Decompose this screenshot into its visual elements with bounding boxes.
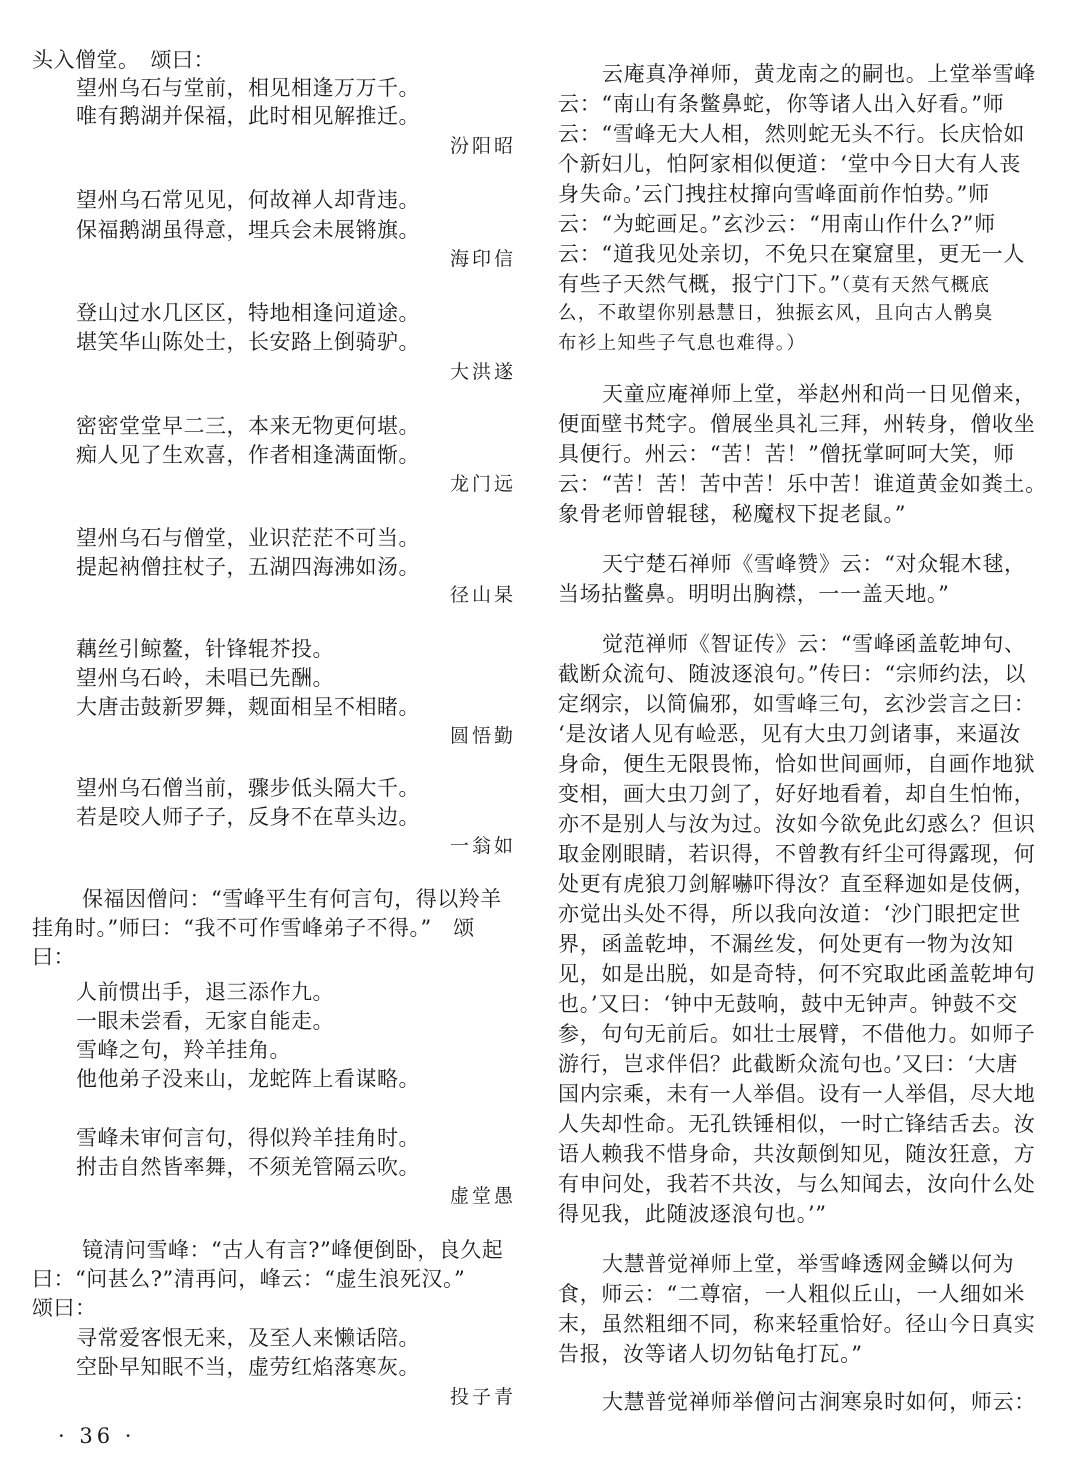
prose-line: 国内宗乘，未有一人举倡。设有一人举倡，尽大地: [558, 1082, 1036, 1106]
prose-line: 人失却性命。无孔铁锤相似，一时亡锋结舌去。汝: [558, 1112, 1036, 1136]
author-attribution: 海印信: [450, 248, 517, 270]
verse-line: 保福鹅湖虽得意，埋兵会未展锵旗。: [76, 218, 420, 242]
prose-line: 天童应庵禅师上堂，举赵州和尚一日见僧来，: [602, 382, 1036, 406]
verse-line: 唯有鹅湖并保福，此时相见解推迁。: [76, 104, 420, 128]
author-attribution: 龙门远: [450, 473, 517, 495]
prose-line: 参，句句无前后。如壮士展臂，不借他力。如师子: [558, 1022, 1036, 1046]
prose-line: 个新妇儿，怕阿家相似便道：‘堂中今日大有人丧: [558, 152, 1022, 176]
prose-line: 便面壁书梵字。僧展坐具礼三拜，州转身，僧收坐: [558, 412, 1036, 436]
prose-line: 界，函盖乾坤，不漏丝发，何处更有一物为汝知: [558, 932, 1014, 956]
verse-line: 雪峰未审何言句，得似羚羊挂角时。: [76, 1126, 420, 1150]
prose-line: 云：“苦！苦！苦中苦！乐中苦！谁道黄金如粪土。: [558, 472, 1047, 496]
verse-line: 雪峰之句，羚羊挂角。: [76, 1038, 291, 1062]
prose-line: 末，虽然粗细不同，称来轻重恰好。径山今日真实: [558, 1312, 1036, 1336]
prose-line: 大慧普觉禅师举僧问古涧寒泉时如何，师云：: [602, 1390, 1036, 1414]
author-attribution: 大洪遂: [450, 361, 517, 383]
prose-line: 食，师云：“二尊宿，一人粗似丘山，一人细如米: [558, 1282, 1026, 1306]
prose-line: 当场拈鳖鼻。明明出胸襟，一一盖天地。”: [558, 582, 950, 606]
author-attribution: 一翁如: [450, 835, 517, 857]
verse-line: 空卧早知眠不当，虚劳红焰落寒灰。: [76, 1355, 420, 1379]
author-attribution: 径山杲: [450, 584, 517, 606]
prose-line: 云庵真净禅师，黄龙南之的嗣也。上堂举雪峰: [602, 62, 1036, 86]
verse-line: 他他弟子没来山，龙蛇阵上看谋略。: [76, 1067, 420, 1091]
prose-line: [558, 270, 990, 300]
prose-line: 身失命。’云门拽拄杖撺向雪峰面前作怕势。”师: [558, 182, 990, 206]
prose-line: 大慧普觉禅师上堂，举雪峰透网金鳞以何为: [602, 1252, 1015, 1276]
prose-line: 变相，画大虫刀剑了，好好地看着，却自生怕怖，: [558, 782, 1036, 806]
verse-line: 望州乌石常见见，何故禅人却背违。: [76, 188, 420, 212]
prose-line: 见，如是出脱，如是奇特，何不究取此函盖乾坤句: [558, 962, 1036, 986]
annotation-note: （莫有天然气概底: [841, 275, 991, 296]
verse-line: 望州乌石僧当前，骤步低头隔大千。: [76, 776, 420, 800]
prose-line: 云：“道我见处亲切，不免只在窠窟里，更无一人: [558, 242, 1026, 266]
author-attribution: 汾阳昭: [450, 135, 517, 157]
verse-line: 痴人见了生欢喜，作者相逢满面惭。: [76, 443, 420, 467]
prose-line: 游行，岂求伴侣？此截断众流句也。’又曰：‘大唐: [558, 1052, 1018, 1076]
author-attribution: 虚堂愚: [450, 1185, 517, 1207]
intro-line: 头入僧堂。 颂曰：: [32, 48, 215, 72]
prose-line: 云：“南山有条鳖鼻蛇，你等诸人出入好看。”师: [558, 92, 1005, 116]
prose-line: 具便行。州云：“苦！苦！”僧抚掌呵呵大笑，师: [558, 442, 1015, 466]
verse-line: 寻常爱客恨无来，及至人来懒话陪。: [76, 1326, 420, 1350]
verse-line: 望州乌石岭，未唱已先酬。: [76, 666, 334, 690]
annotation-note: 布衫上知些子气息也难得。）: [558, 333, 807, 354]
verse-line: 望州乌石与僧堂，业识茫茫不可当。: [76, 526, 420, 550]
prose-line: 颂曰：: [32, 1296, 97, 1320]
prose-line: 得见我，此随波逐浪句也。’”: [558, 1202, 827, 1226]
verse-line: 藕丝引鲸鳌，针锋辊芥投。: [76, 637, 334, 661]
prose-line: 取金刚眼睛，若识得，不曾教有纤尘可得露现，何: [558, 842, 1036, 866]
prose-line: 云：“雪峰无大人相，然则蛇无头不行。长庆恰如: [558, 122, 1026, 146]
verse-line: 一眼未尝看，无家自能走。: [76, 1009, 334, 1033]
verse-line: 拊击自然皆率舞，不须羌管隔云吹。: [76, 1155, 420, 1179]
prose-line: 挂角时。”师曰：“我不可作雪峰弟子不得。” 颂: [32, 916, 475, 940]
prose-line: 曰：“问甚么?”清再问，峰云：“虚生浪死汉。”: [32, 1267, 466, 1291]
prose-line: 云：“为蛇画足。”玄沙云：“用南山作什么?”师: [558, 212, 996, 236]
prose-line: 亦不是别人与汝为过。汝如今欲免此幻惑么？但识: [558, 812, 1036, 836]
prose-line: 处更有虎狼刀剑解嚇吓得汝？直至释迦如是伎俩，: [558, 872, 1036, 896]
verse-line: 望州乌石与堂前，相见相逢万万千。: [76, 76, 420, 100]
prose-line: 亦觉出头处不得，所以我向汝道：‘沙门眼把定世: [558, 902, 1022, 926]
prose-line: 保福因僧问：“雪峰平生有何言句，得以羚羊: [82, 887, 502, 911]
verse-line: 登山过水几区区，特地相逢问道途。: [76, 301, 420, 325]
prose-line: 象骨老师曾辊毬，秘魔杈下捉老鼠。”: [558, 502, 907, 526]
prose-line: 定纲宗，以简偏邪，如雪峰三句，玄沙尝言之曰：: [558, 692, 1036, 716]
prose-line: 天宁楚石禅师《雪峰赞》云：“对众辊木毬，: [602, 552, 1026, 576]
verse-line: 若是咬人师子子，反身不在草头边。: [76, 805, 420, 829]
author-attribution: 圆悟勤: [450, 725, 517, 747]
prose-line: 镜清问雪峰：“古人有言?”峰便倒卧，良久起: [82, 1238, 504, 1262]
prose-line: ‘是汝诸人见有崄恶，见有大虫刀剑诸事，来逼汝: [558, 722, 1022, 746]
prose-line: 觉范禅师《智证传》云：“雪峰函盖乾坤句、: [602, 632, 1026, 656]
annotation-note: 么，不敢望你别悬慧日，独振玄风，且向古人鹘臭: [558, 303, 994, 324]
prose-line: 身命，便生无限畏怖，恰如世间画师，自画作地狱: [558, 752, 1036, 776]
verse-line: 人前惯出手，退三添作九。: [76, 980, 334, 1004]
author-attribution: 投子青: [450, 1386, 517, 1408]
prose-line: 也。’又曰：‘钟中无鼓响，鼓中无钟声。钟鼓不交: [558, 992, 1018, 1016]
prose-line: 语人赖我不惜身命，共汝颠倒知见，随汝狂意，方: [558, 1142, 1036, 1166]
prose-text: 有些子天然气概，报宁门下。”: [558, 272, 842, 296]
verse-line: 提起衲僧拄杖子，五湖四海沸如汤。: [76, 555, 420, 579]
verse-line: 密密堂堂早二三，本来无物更何堪。: [76, 414, 420, 438]
prose-line: 告报，汝等诸人切勿钻龟打瓦。”: [558, 1342, 863, 1366]
prose-line: 截断众流句、随波逐浪句。”传曰：“宗师约法，以: [558, 662, 1027, 686]
verse-line: 堪笑华山陈处士，长安路上倒骑驴。: [76, 330, 420, 354]
verse-line: 大唐击鼓新罗舞，觌面相呈不相睹。: [76, 695, 420, 719]
prose-line: 曰：: [32, 945, 75, 969]
prose-line: 有申问处，我若不共汝，与么知闻去，汝向什么处: [558, 1172, 1036, 1196]
page-number: · 36 ·: [58, 1424, 136, 1448]
